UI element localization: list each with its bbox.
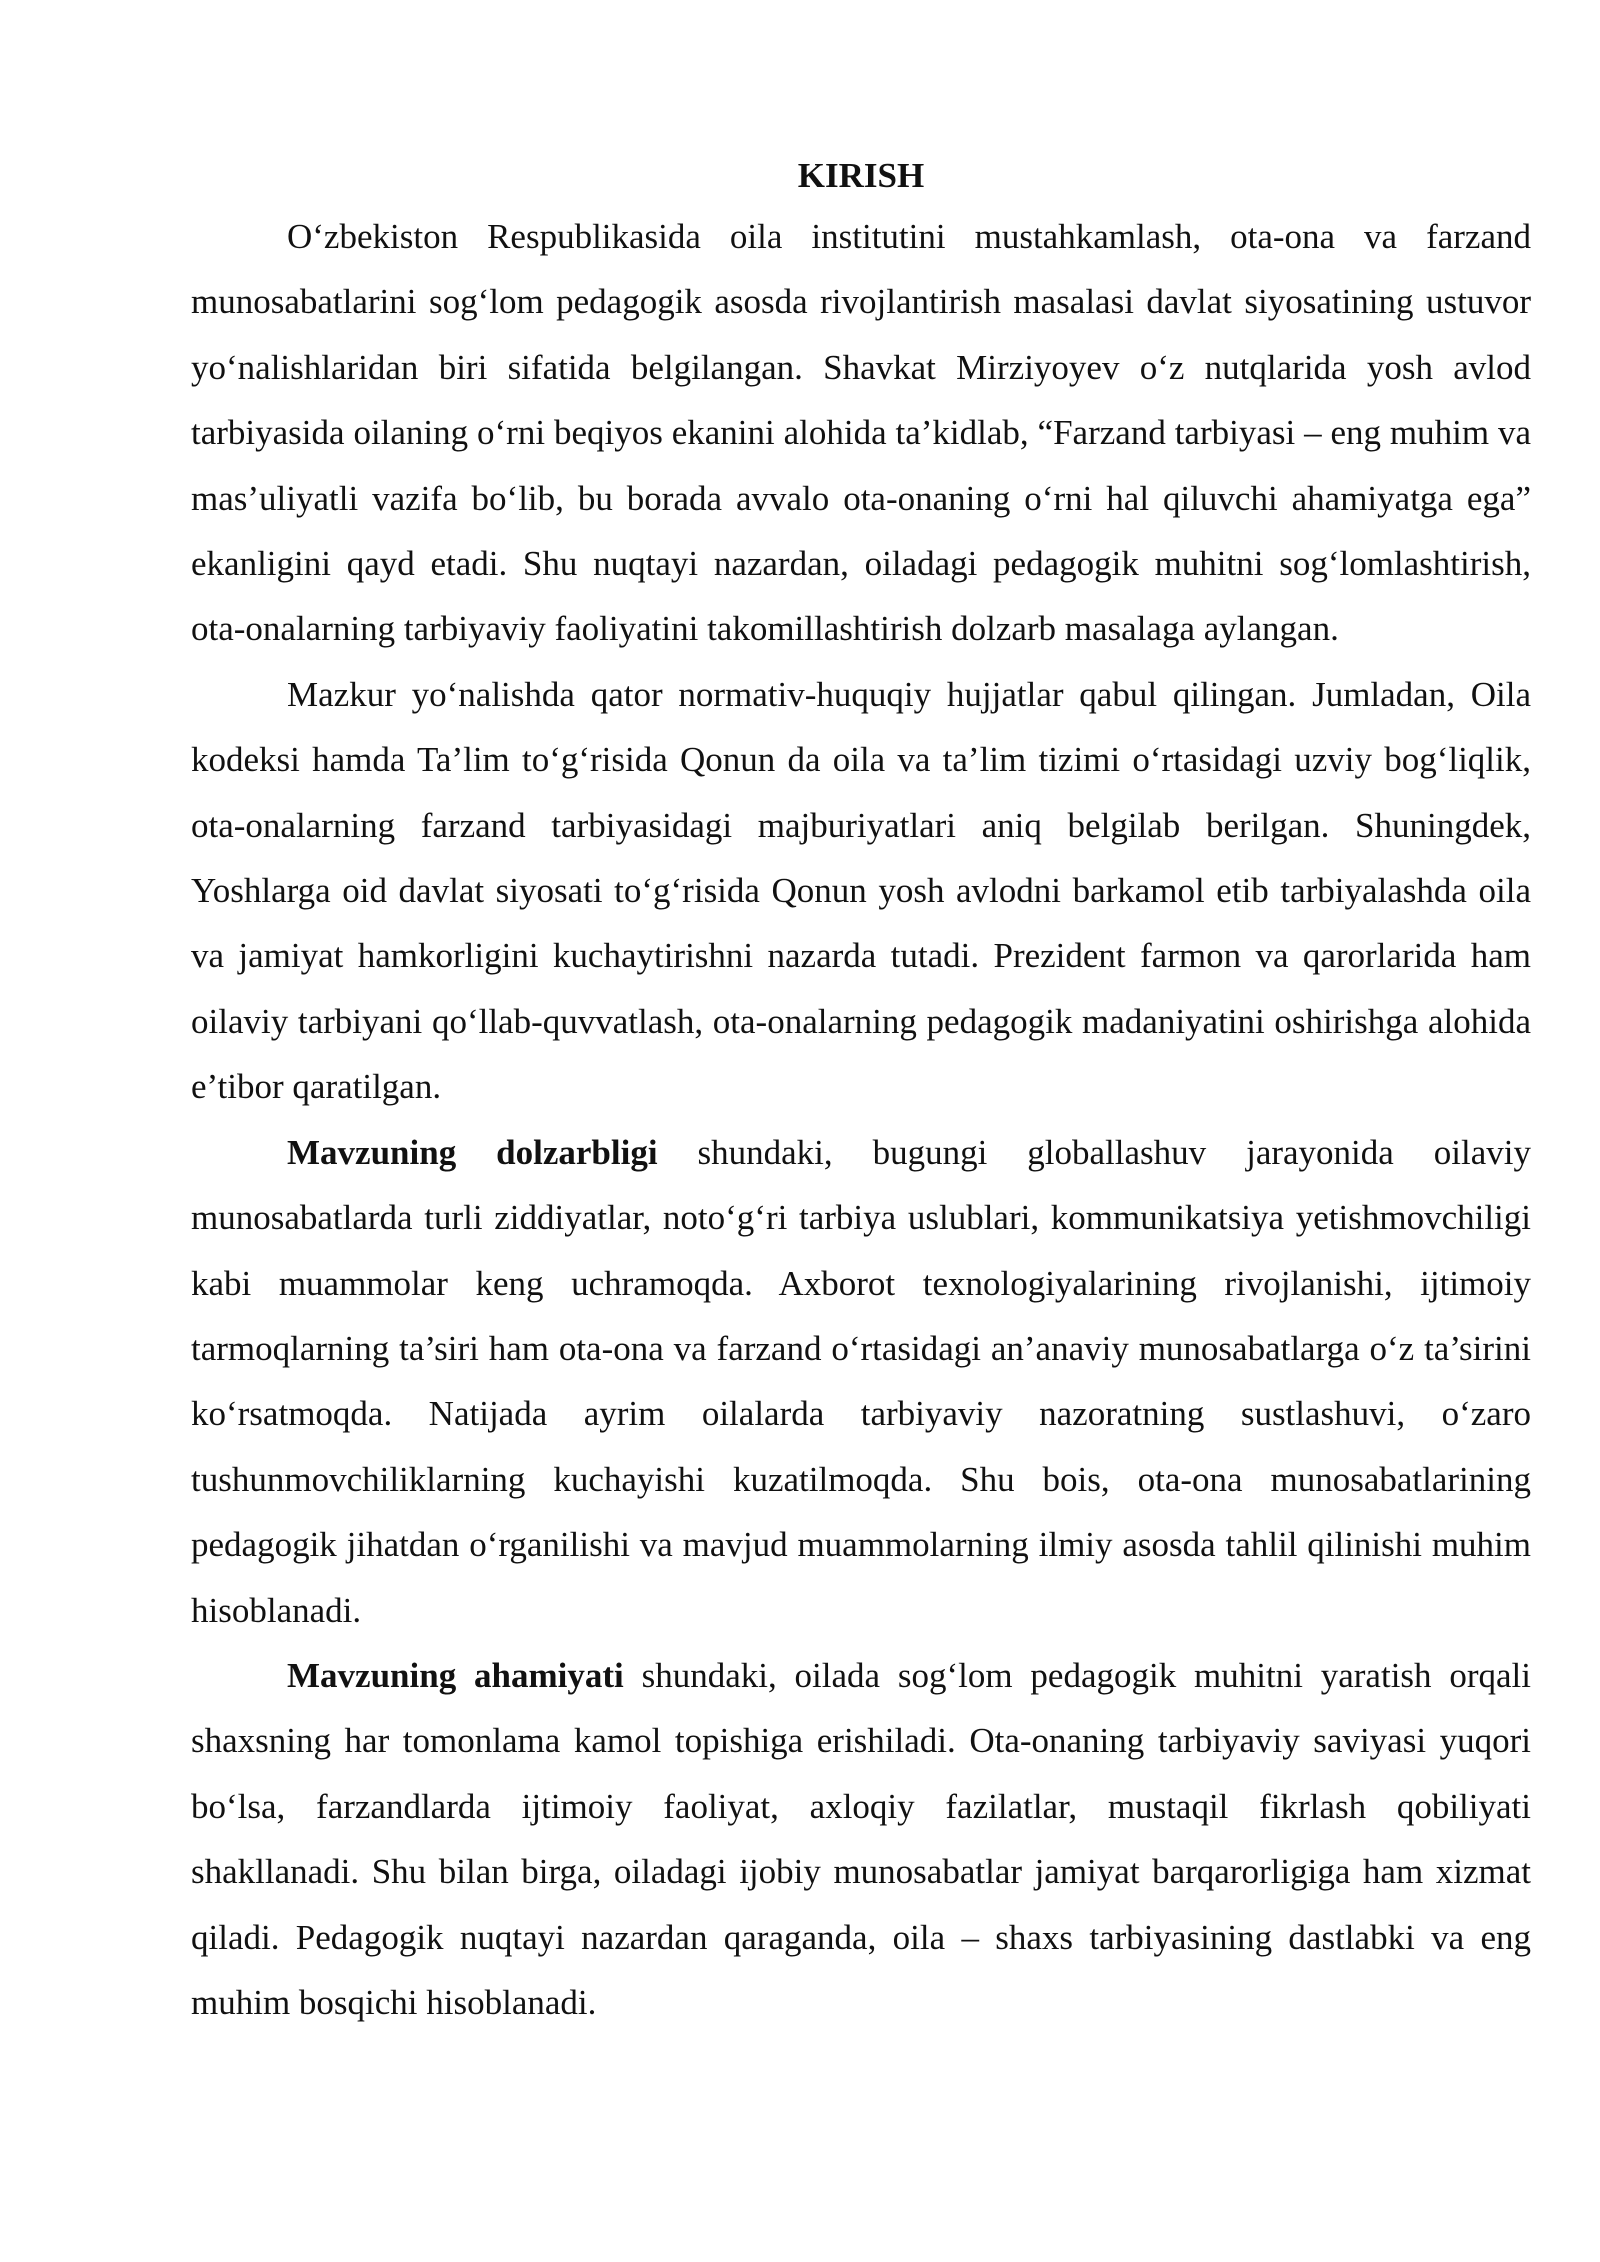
paragraph-relevance — [191, 1120, 1531, 1643]
paragraph-significance — [191, 1643, 1531, 2035]
paragraph-text: O‘zbekiston Respublikasida oila institutini mustahkamlash, ota-ona va farzand munosabatlarini sog‘lom pedagogik asosda rivojlantirish masalasi davlat siyosatining ustuvor yo‘nalishlaridan biri sifatida belgilangan. Shavkat Mirziyoyev o‘z nutqlarida yosh avlod tarbiyasida oilaning o‘rni beqiyos ekanini alohida ta’kidlab, “Farzand tarbiyasi – eng muhim va mas’uliyatli vazifa bo‘lib, bu borada avvalo ota-onaning o‘rni hal qiluvchi ahamiyatga ega” ekanligini qayd etadi. Shu nuqtayi nazardan, oiladagi pedagogik muhitni sog‘lomlashtirish, ota-onalarning tarbiyaviy faoliyatini takomillashtirish dolzarb masalaga aylangan. — [191, 217, 1531, 649]
paragraph-text: Mazkur yo‘nalishda qator normativ-huquqiy hujjatlar qabul qilingan. Jumladan, Oila kodeksi hamda Ta’lim to‘g‘risida Qonun da oila va ta’lim tizimi o‘rtasidagi uzviy bog‘liqlik, ota-onalarning farzand tarbiyasidagi majburiyatlari aniq belgilab berilgan. Shuningdek, Yoshlarga oid davlat siyosati to‘g‘risida Qonun yosh avlodni barkamol etib tarbiyalashda oila va jamiyat hamkorligini kuchaytirishni nazarda tutadi. Prezident farmon va qarorlarida ham oilaviy tarbiyani qo‘llab-quvvatlash, ota-onalarning pedagogik madaniyatini oshirishga alohida e’tibor qaratilgan. — [191, 674, 1531, 1107]
paragraph-introduction — [191, 204, 1531, 662]
document-page — [191, 148, 1531, 2035]
paragraph-text: shundaki, bugungi globallashuv jarayonida oilaviy munosabatlarda turli ziddiyatlar, noto‘g‘ri tarbiya uslublari, kommunikatsiya yetishmovchiligi kabi muammolar keng uchramoqda. Axborot texnologiyalarining rivojlanishi, ijtimoiy tarmoqlarning ta’siri ham ota-ona va farzand o‘rtasidagi an’anaviy munosabatlarga o‘z ta’sirini ko‘rsatmoqda. Natijada ayrim oilalarda tarbiyaviy nazoratning sustlashuvi, o‘zaro tushunmovchiliklarning kuchayishi kuzatilmoqda. Shu bois, ota-ona munosabatlarining pedagogik jihatdan o‘rganilishi va mavjud muammolarning ilmiy asosda tahlil qilinishi muhim hisoblanadi. — [191, 1132, 1531, 1630]
page-title: KIRISH — [797, 156, 925, 195]
paragraph-legal-basis — [191, 662, 1531, 1120]
paragraph-lead-bold: Mavzuning ahamiyati — [287, 1655, 624, 1695]
paragraph-text: shundaki, oilada sog‘lom pedagogik muhitni yaratish orqali shaxsning har tomonlama kamol topishiga erishiladi. Ota-onaning tarbiyaviy saviyasi yuqori bo‘lsa, farzandlarda ijtimoiy faoliyat, axloqiy fazilatlar, mustaqil fikrlash qobiliyati shakllanadi. Shu bilan birga, oiladagi ijobiy munosabatlar jamiyat barqarorligiga ham xizmat qiladi. Pedagogik nuqtayi nazardan qaraganda, oila – shaxs tarbiyasining dastlabki va eng muhim bosqichi hisoblanadi. — [191, 1655, 1531, 2022]
paragraph-lead-bold: Mavzuning dolzarbligi — [287, 1132, 658, 1172]
